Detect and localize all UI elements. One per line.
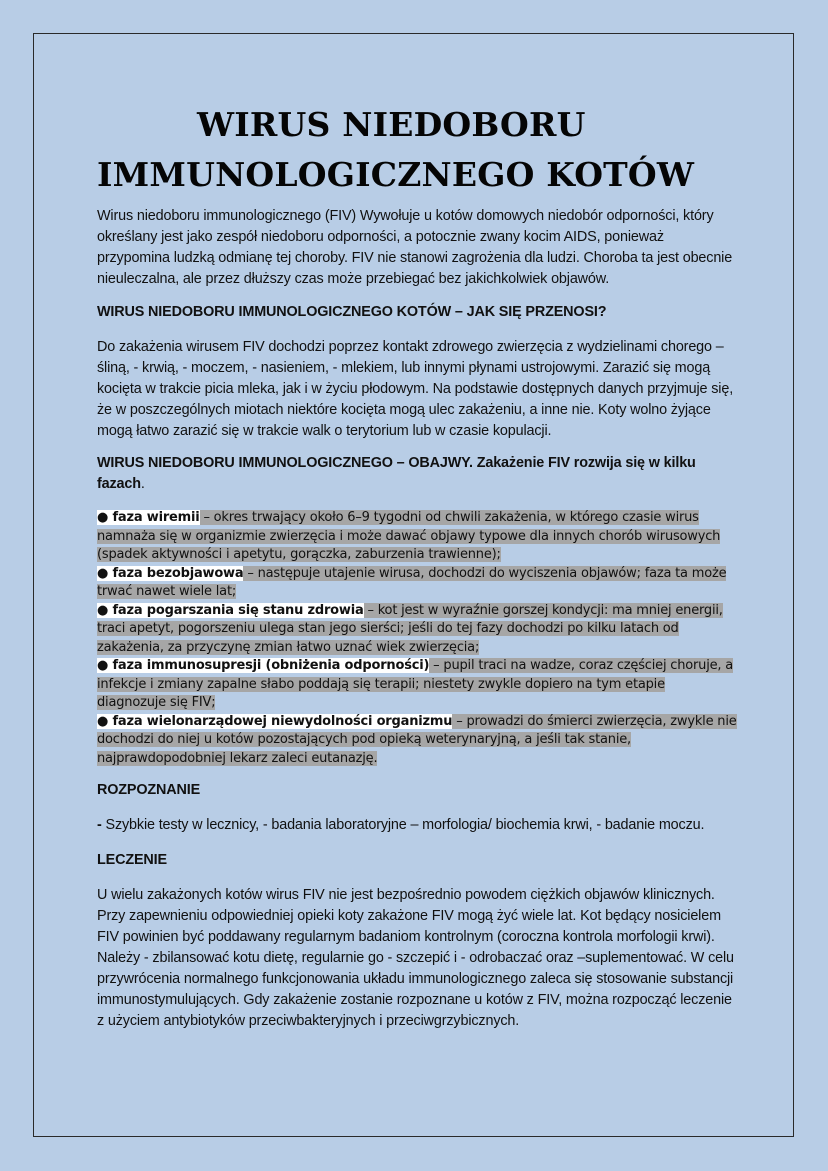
document-body xyxy=(97,206,737,1032)
diagnosis-paragraph xyxy=(97,815,737,836)
phase-item xyxy=(97,658,733,710)
phase-description: – następuje utajenie wirusa, dochodzi do wyciszenia objawów; faza ta może trwać nawet wiele lat; xyxy=(97,565,727,599)
phase-name: ● faza pogarszania się stanu zdrowia xyxy=(97,602,364,618)
phase-description: – kot jest w wyraźnie gorszej kondycji: ma mniej energii, traci apetyt, pogorszeniu ulega stan jego sierści; jeśli do tej fazy dochodzi po kilku latach od zakażenia, za przyczynę zmian łatwo uznać wiek zwierzęcia; xyxy=(97,602,723,655)
diagnosis-text: Szybkie testy w lecznicy, - badania laboratoryjne – morfologia/ biochemia krwi, - badanie moczu. xyxy=(101,817,705,833)
treatment-paragraph: U wielu zakażonych kotów wirus FIV nie jest bezpośrednio powodem ciężkich objawów klinicznych. Przy zapewnieniu odpowiedniej opieki koty zakażone FIV mogą żyć wiele lat. Kot będący nosicielem FIV powinien być poddawany regularnym badaniom kontrolnym (coroczna kontrola morfologii krwi). Należy - zbilansować kotu dietę, regularnie go - szczepić i - odrobaczać oraz –suplementować. W celu przywrócenia normalnego funkcjonowania układu immunologicznego zaleca się stosowanie substancji immunostymulujących. Gdy zakażenie zostanie rozpoznane u kotów z FIV, można rozpocząć leczenie z użyciem antybiotyków przeciwbakteryjnych i przeciwgrzybicznych. xyxy=(97,887,734,1029)
intro-paragraph: Wirus niedoboru immunologicznego (FIV) Wywołuje u kotów domowych niedobór odporności, który określany jest jako zespół niedoboru odporności, a potocznie zwany kocim AIDS, ponieważ przypomina ludzką odmianę tej choroby. FIV nie stanowi zagrożenia dla ludzi. Choroba ta jest obecnie nieuleczalna, ale przez dłuższy czas może przebiegać bez jakichkolwiek objawów. xyxy=(97,208,733,287)
phase-description: – okres trwający około 6–9 tygodni od chwili zakażenia, w którego czasie wirus namnaża się w organizmie zwierzęcia i może dawać objawy typowe dla innych chorób wirusowych (spadek aktywności i apetytu, gorączka, zaburzenia trawienne); xyxy=(97,510,721,562)
phase-item xyxy=(97,566,726,600)
phase-name: ● faza immunosupresji (obniżenia odporności) xyxy=(97,658,430,673)
phase-item xyxy=(97,603,723,655)
page-title xyxy=(97,100,757,200)
phase-name: ● faza bezobjawowa xyxy=(97,565,244,581)
phases-list xyxy=(97,509,737,768)
treatment-heading: LECZENIE xyxy=(97,852,167,868)
phase-item xyxy=(97,510,720,562)
diagnosis-dash: - xyxy=(97,817,102,833)
phase-description: – pupil traci na wadze, coraz częściej choruje, a infekcje i zmiany zapalne słabo poddają się terapii; niestety zwykle dopiero na tym etapie diagnozuje się FIV; xyxy=(97,658,734,710)
symptoms-heading-text: WIRUS NIEDOBORU IMMUNOLOGICZNEGO – OBAJWY. Zakażenie FIV rozwija się w kilku fazach xyxy=(97,455,696,492)
phase-name: ● faza wielonarządowej niewydolności organizmu xyxy=(97,713,453,729)
transmission-heading: WIRUS NIEDOBORU IMMUNOLOGICZNEGO KOTÓW – JAK SIĘ PRZENOSI? xyxy=(97,304,607,320)
transmission-paragraph: Do zakażenia wirusem FIV dochodzi poprzez kontakt zdrowego zwierzęcia z wydzielinami chorego – śliną, - krwią, - moczem, - nasieniem, - mlekiem, lub innymi płynami ustrojowymi. Zarazić się mogą kocięta w trakcie picia mleka, jak i w życiu płodowym. Na podstawie dostępnych danych przyjmuje się, że w poszczególnych miotach niektóre kocięta mogą ulec zakażeniu, a inne nie. Koty wolno żyjące mogą łatwo zarazić się w trakcie walk o terytorium lub w czasie kopulacji. xyxy=(97,339,734,439)
phase-item xyxy=(97,714,737,766)
title-line-2: IMMUNOLOGICZNEGO KOTÓW xyxy=(97,155,695,194)
title-line-1: WIRUS NIEDOBORU xyxy=(197,105,586,144)
symptoms-heading xyxy=(97,453,737,495)
symptoms-heading-end: . xyxy=(140,476,145,492)
diagnosis-heading: ROZPOZNANIE xyxy=(97,782,201,798)
phase-name: ● faza wiremii xyxy=(97,510,200,525)
phase-description: – prowadzi do śmierci zwierzęcia, zwykle nie dochodzi do niej u kotów pozostających pod opieką weterynaryjną, a jeśli tak stanie, najprawdopodobniej lekarz zaleci eutanazję. xyxy=(97,713,737,766)
